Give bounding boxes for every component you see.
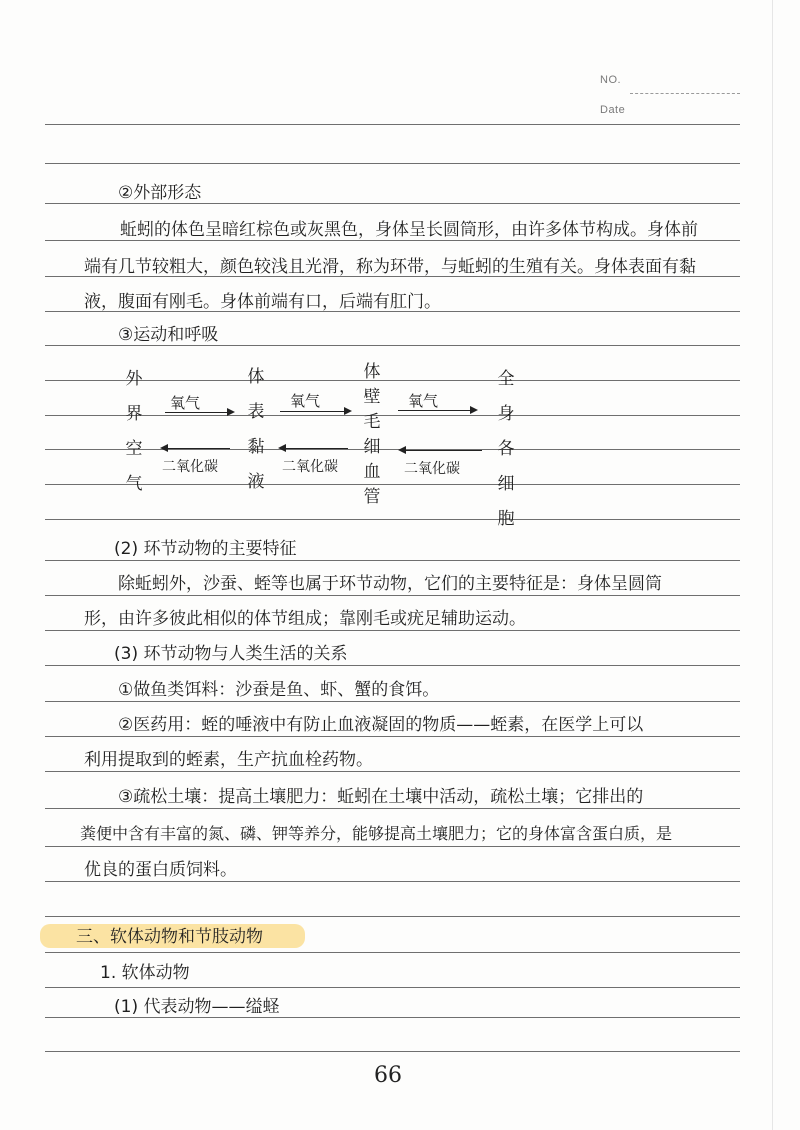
ruled-line — [45, 560, 740, 561]
co2-label: 二氧化碳 — [162, 459, 218, 475]
oxygen-label: 氧气 — [170, 394, 201, 412]
ruled-line — [45, 916, 740, 917]
paragraph-line: 利用提取到的蛭素，生产抗血栓药物。 — [84, 750, 373, 770]
subheading-external-form: ②外部形态 — [118, 183, 202, 203]
ruled-line — [45, 1051, 740, 1052]
subheading-representative-animal: (1) 代表动物——缢蛏 — [114, 997, 280, 1017]
page-edge — [772, 0, 773, 1130]
list-item: ③疏松土壤：提高土壤肥力：蚯蚓在土壤中活动，疏松土壤；它排出的 — [118, 787, 644, 807]
ruled-line — [45, 736, 740, 737]
subsection-heading: 1. 软体动物 — [100, 963, 190, 983]
ruled-line — [45, 449, 740, 450]
co2-arrow — [400, 450, 482, 451]
ruled-line — [45, 519, 740, 520]
paragraph-line: 优良的蛋白质饲料。 — [84, 860, 237, 880]
ruled-line — [45, 808, 740, 809]
ruled-line — [45, 701, 740, 702]
subheading-annelid-relation: (3) 环节动物与人类生活的关系 — [114, 644, 348, 664]
subheading-annelid-features: (2) 环节动物的主要特征 — [114, 539, 297, 559]
oxygen-label: 氧气 — [408, 392, 439, 410]
ruled-line — [45, 665, 740, 666]
date-label: Date — [600, 104, 626, 116]
oxygen-arrow — [165, 412, 233, 413]
ruled-line — [45, 163, 740, 164]
subheading-movement-respiration: ③运动和呼吸 — [118, 325, 219, 345]
diagram-col-outside-air: 外 界 空 气 — [125, 369, 143, 494]
ruled-line — [45, 846, 740, 847]
diagram-col-body-mucus: 体 表 黏 液 — [247, 367, 265, 492]
ruled-line — [45, 952, 740, 953]
ruled-line — [45, 124, 740, 125]
co2-arrow — [280, 448, 348, 449]
paragraph-line: 端有几节较粗大，颜色较浅且光滑，称为环带，与蚯蚓的生殖有关。身体表面有黏 — [84, 257, 696, 277]
ruled-line — [45, 630, 740, 631]
oxygen-label: 氧气 — [290, 392, 321, 410]
ruled-line — [45, 595, 740, 596]
section-heading: 三、软体动物和节肢动物 — [76, 927, 263, 947]
co2-label: 二氧化碳 — [282, 459, 338, 475]
page-number: 66 — [374, 1063, 402, 1088]
oxygen-arrow — [398, 410, 476, 411]
ruled-line — [45, 484, 740, 485]
list-item: ②医药用：蛭的唾液中有防止血液凝固的物质——蛭素，在医学上可以 — [118, 715, 644, 735]
ruled-line — [45, 987, 740, 988]
paragraph-line: 形，由许多彼此相似的体节组成；靠刚毛或疣足辅助运动。 — [84, 609, 526, 629]
ruled-line — [45, 771, 740, 772]
paragraph-line: 蚯蚓的体色呈暗红棕色或灰黑色，身体呈长圆筒形，由许多体节构成。身体前 — [120, 220, 698, 240]
oxygen-arrow — [280, 411, 350, 412]
diagram-col-body-cells: 全 身 各 细 胞 — [497, 369, 515, 529]
ruled-line — [45, 881, 740, 882]
ruled-line — [45, 415, 740, 416]
paragraph-line: 粪便中含有丰富的氮、磷、钾等养分，能够提高土壤肥力；它的身体富含蛋白质，是 — [80, 824, 673, 843]
ruled-line — [45, 380, 740, 381]
paragraph-line: 除蚯蚓外，沙蚕、蛭等也属于环节动物，它们的主要特征是：身体呈圆筒 — [118, 574, 662, 594]
list-item: ①做鱼类饵料：沙蚕是鱼、虾、蟹的食饵。 — [118, 680, 440, 700]
diagram-col-capillaries: 体 壁 毛 细 血 管 — [363, 362, 381, 507]
no-line — [630, 93, 740, 94]
no-label: NO. — [600, 74, 622, 86]
paragraph-line: 液，腹面有刚毛。身体前端有口，后端有肛门。 — [84, 292, 441, 312]
co2-label: 二氧化碳 — [404, 461, 460, 477]
co2-arrow — [162, 448, 230, 449]
